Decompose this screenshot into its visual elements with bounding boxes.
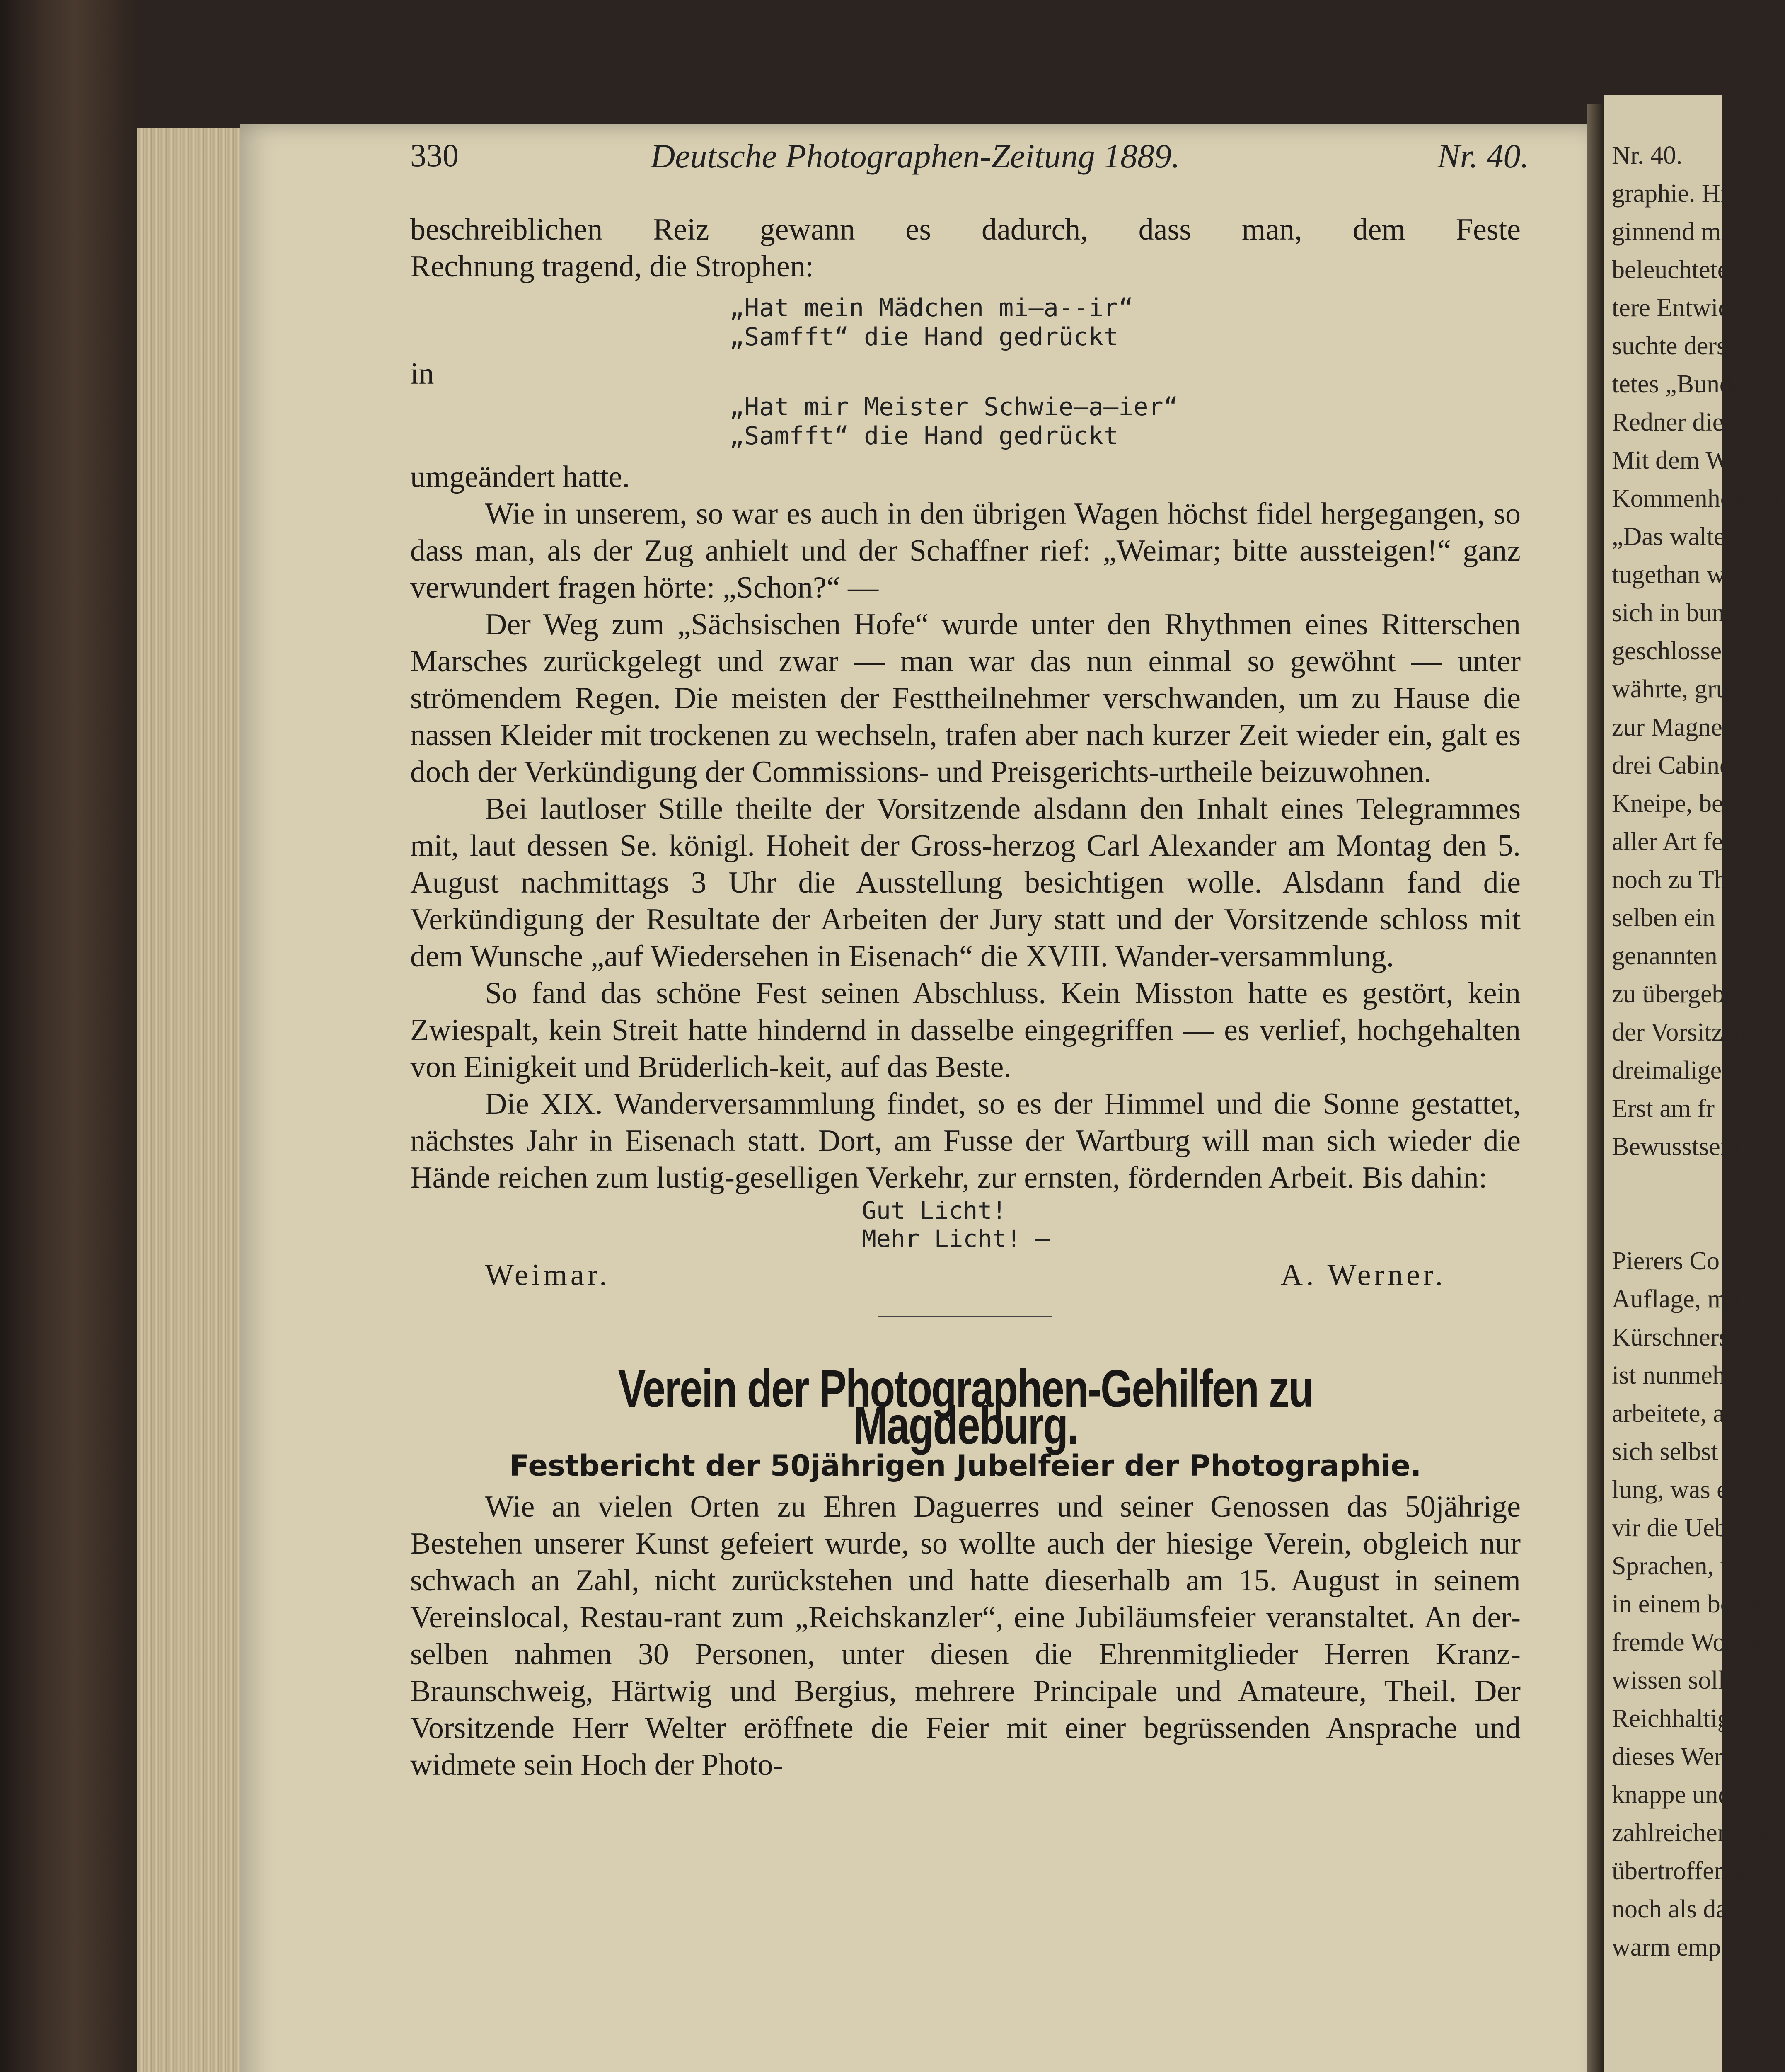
- paragraph: Rechnung tragend, die Strophen:: [410, 249, 814, 283]
- adjacent-page-line: aller Art fehlte.: [1612, 828, 1768, 856]
- adjacent-page-line: graphie. Hiera: [1612, 179, 1759, 208]
- adjacent-page-line: genannten mit: [1612, 942, 1758, 970]
- paragraph: Wie an vielen Orten zu Ehren Daguerres und seiner Genossen das 50jährige Bestehen unserer Kunst gefeiert wurde, so wollte auch der hiesige Verein, obgleich nur schwach an Zahl, nicht zurückstehen und hatte dieserhalb am 15. August in seinem Vereinslocal, Restau-rant zum „Reichskanzler“, eine Jubiläumsfeier veranstaltet. An der-selben nahmen 30 Personen, unter diesen die Ehrenmitglieder Herren Kranz-Braunschweig, Härtwig und Bergius, mehrere Principale und Amateure, Theil. Der Vorsitzende Herr Welter eröffnete die Feier mit einer begrüssenden Ansprache und widmete sein Hoch der Photo-: [410, 1490, 1521, 1782]
- adjacent-page-line: noch als das b: [1612, 1895, 1757, 1923]
- section-subheading: Festbericht der 50jährigen Jubelfeier der Photographie.: [509, 1449, 1422, 1483]
- adjacent-page-line: dieses Werkes,: [1612, 1743, 1763, 1771]
- adjacent-page-line: tere Entwicklu: [1612, 294, 1763, 322]
- author: A. Werner.: [1280, 1258, 1446, 1292]
- paragraph: beschreiblichen Reiz gewann es dadurch, dass man, dem Feste: [410, 213, 1521, 247]
- adjacent-page-line: Pierers Co: [1612, 1247, 1720, 1275]
- paragraph: Der Weg zum „Sächsischen Hofe“ wurde unter den Rhythmen eines Ritterschen Marsches zurückgelegt und zwar — man war das nun einmal so gewöhnt — unter strömendem Regen. Die meisten der Festtheilnehmer verschwanden, um zu Hause die nassen Kleider mit trockenen zu wechseln, trafen aber nach kurzer Zeit wieder ein, galt es doch der Verkündigung der Commissions- und Preisgerichts-urtheile beizuwohnen.: [410, 608, 1521, 789]
- adjacent-page-line: Redner die jün: [1612, 408, 1763, 436]
- adjacent-page: [1604, 95, 1785, 2072]
- adjacent-page-line: zur Magnesium-: [1612, 713, 1781, 741]
- adjacent-page-line: geschlossen.: [1612, 637, 1741, 665]
- verse-line: „Hat mir Meister Schwie—a—ier“: [729, 392, 1178, 421]
- adjacent-page-line: Sprachen, und: [1612, 1552, 1759, 1580]
- issue-number: Nr. 40.: [1437, 137, 1529, 175]
- adjacent-page-line: fremde Wort in: [1612, 1628, 1768, 1656]
- adjacent-page-line: Kneipe, bei der: [1612, 789, 1770, 818]
- closing-greeting: [862, 1196, 1521, 1253]
- verse-line: „Samfft“ die Hand gedrückt: [729, 421, 1119, 450]
- adjacent-page-line: warm empfehlen: [1612, 1933, 1785, 1961]
- place: Weimar.: [485, 1258, 610, 1292]
- adjacent-page-line: arbeitete, alles: [1612, 1399, 1761, 1428]
- adjacent-page-line: Bewusstsein, ei: [1612, 1133, 1772, 1161]
- adjacent-page-line: Erst am fr: [1612, 1094, 1715, 1123]
- paragraph: Die XIX. Wanderversammlung findet, so es der Himmel und die Sonne gestattet, nächstes Jahr in Eisenach statt. Dort, am Fusse der Wartburg will man sich wieder die Hände reichen zum lustig-geselligen Verkehr, zur ernsten, fördernden Arbeit. Bis dahin:: [410, 1087, 1521, 1195]
- adjacent-page-line: tugethan wurde: [1612, 561, 1771, 589]
- adjacent-page-line: selben ein Land: [1612, 904, 1775, 932]
- paragraph: Bei lautloser Stille theilte der Vorsitzende alsdann den Inhalt eines Telegrammes mit, laut dessen Se. königl. Hoheit der Gross-herzog Carl Alexander am Montag den 5. August nachmittags 3 Uhr die Ausstellung besichtigen wolle. Alsdann fand die Verkündigung der Resultate der Arbeiten der Jury statt und der Vorsitzende schloss mit dem Wunsche „auf Wiedersehen in Eisenach“ die XVIII. Wander-versammlung.: [410, 792, 1521, 973]
- adjacent-page-line: Nr. 40.: [1612, 141, 1683, 169]
- closing-line: Gut Licht!: [862, 1196, 1007, 1225]
- adjacent-page-line: Auflage, mit z: [1612, 1285, 1760, 1313]
- page-body: [410, 211, 1521, 1784]
- closing-line: Mehr Licht! —: [862, 1225, 1050, 1253]
- adjacent-page-line: beleuchtete der: [1612, 256, 1768, 284]
- book-gutter: [1587, 104, 1604, 2072]
- adjacent-page-line: drei Cabinet g: [1612, 751, 1758, 779]
- adjacent-page-line: „Das walte Gott: [1612, 523, 1778, 551]
- page-stack-edge: [137, 128, 249, 2072]
- adjacent-page-line: ist nunmehr bi: [1612, 1361, 1761, 1389]
- adjacent-page-line: ginnend mit d: [1612, 218, 1755, 246]
- journal-title: Deutsche Photographen-Zeitung 1889.: [651, 137, 1180, 175]
- book-cover-edge: [0, 0, 137, 2072]
- adjacent-page-line: knappe und prä: [1612, 1781, 1770, 1809]
- adjacent-page-line: Mit dem Wunsc: [1612, 446, 1776, 474]
- adjacent-page-line: noch zu Theil.: [1612, 866, 1759, 894]
- adjacent-page-line: übertroffener Sc: [1612, 1857, 1779, 1885]
- adjacent-page-line: zu übergeben.: [1612, 980, 1756, 1008]
- adjacent-page-line: zahlreichen bun: [1612, 1819, 1775, 1847]
- adjacent-page-line: lung, was es i: [1612, 1476, 1752, 1504]
- running-header: [410, 137, 1529, 186]
- verse-line: „Hat mein Mädchen mi—a--ir“: [729, 293, 1134, 322]
- paragraph: umgeändert hatte.: [410, 460, 630, 494]
- paragraph: Wie in unserem, so war es auch in den übrigen Wagen höchst fidel hergegangen, so dass man, als der Zug anhielt und der Schaffner rief: „Weimar; bitte aussteigen!“ ganz verwundert fragen hörte: „Schon?“ —: [410, 497, 1521, 605]
- adjacent-page-line: währte, gruppir: [1612, 675, 1770, 703]
- section-heading: Verein der Photographen-Gehilfen zu Magdeburg.: [618, 1359, 1313, 1455]
- adjacent-page-line: in einem besor: [1612, 1590, 1763, 1618]
- adjacent-page-line: der Vorsitzende: [1612, 1018, 1772, 1046]
- adjacent-page-line: tetes „Bundeslie: [1612, 370, 1780, 398]
- adjacent-page-line: sich selbst gest: [1612, 1438, 1766, 1466]
- verse-quote: [729, 293, 1521, 351]
- adjacent-page-line: suchte derselbe: [1612, 332, 1770, 360]
- adjacent-page-line: vir die Ueberse: [1612, 1514, 1769, 1542]
- adjacent-page-line: wissen sollte: [1612, 1666, 1744, 1694]
- adjacent-page-line: dreimaliges Hoc: [1612, 1056, 1781, 1084]
- page-number: 330: [410, 137, 459, 173]
- verse-line: „Samfft“ die Hand gedrückt: [729, 322, 1119, 351]
- section-divider: [878, 1315, 1052, 1321]
- adjacent-page-line: sich in bunter: [1612, 599, 1752, 627]
- adjacent-page-line: Kürschners Sys: [1612, 1323, 1773, 1351]
- adjacent-page-line: Kommenheit bri: [1612, 484, 1781, 513]
- paragraph: So fand das schöne Fest seinen Abschluss. Kein Misston hatte es gestört, kein Zwiespalt, kein Streit hatte hindernd in dasselbe eingegriffen — es verlief, hochgehalten von Einigkeit und Brüderlich-keit, auf das Beste.: [410, 976, 1521, 1084]
- verse-quote: [729, 392, 1521, 450]
- paragraph: in: [410, 357, 434, 391]
- signature-row: [410, 1253, 1521, 1298]
- adjacent-page-line: Reichhaltigkeit: [1612, 1704, 1769, 1733]
